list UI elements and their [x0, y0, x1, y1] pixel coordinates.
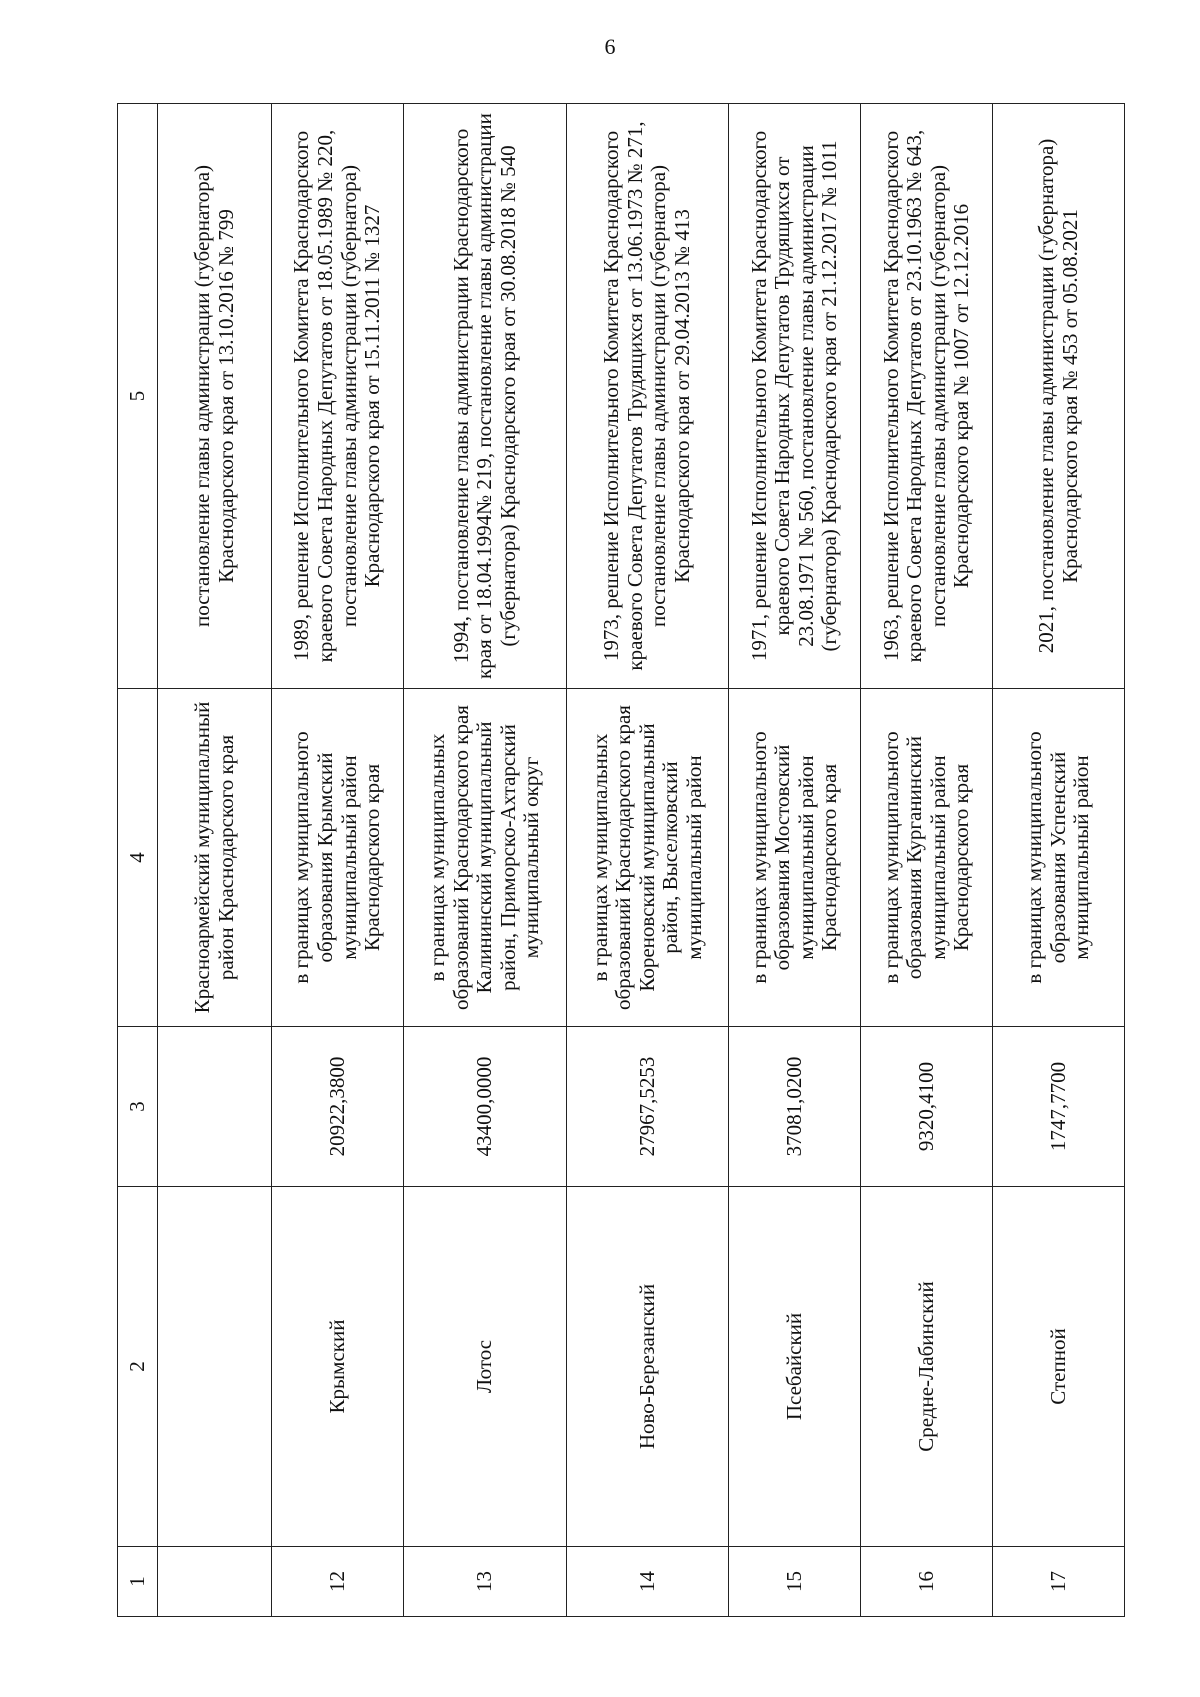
header-cell-3: 3	[118, 1027, 158, 1187]
reserve-location: в границах муниципальных образований Краснодарского края Кореновский муниципальный район, Выселковский муниципальный район	[566, 689, 729, 1027]
header-cell-2: 2	[118, 1187, 158, 1547]
table-row	[729, 104, 861, 1617]
table-row	[993, 104, 1125, 1617]
reserve-name: Лотос	[403, 1187, 566, 1547]
page-number: 6	[604, 34, 616, 59]
reserve-area: 1747,7700	[993, 1027, 1125, 1187]
table-row	[272, 104, 404, 1617]
reserve-location: Красноармейский муниципальный район Краснодарского края	[158, 689, 272, 1027]
table-row	[158, 104, 272, 1617]
table-row	[861, 104, 993, 1617]
registry-table	[117, 103, 1125, 1617]
rotated-table-wrapper	[117, 104, 1125, 1617]
reserve-location: в границах муниципального образования Успенский муниципальный район	[993, 689, 1125, 1027]
reserve-name: Средне-Лабинский	[861, 1187, 993, 1547]
reserve-name: Ново-Березанский	[566, 1187, 729, 1547]
reserve-area: 43400,0000	[403, 1027, 566, 1187]
reserve-area: 9320,4100	[861, 1027, 993, 1187]
reserve-basis: 2021, постановление главы администрации (губернатора) Краснодарского края № 453 от 05.08.2021	[993, 104, 1125, 689]
reserve-basis: 1971, решение Исполнительного Комитета Краснодарского краевого Совета Народных Депутатов Трудящихся от 23.08.1971 № 560, постановление главы администрации (губернатора) Краснодарского края от 21.12.2017 № 1011	[729, 104, 861, 689]
reserve-basis: 1989, решение Исполнительного Комитета Краснодарского краевого Совета Народных Депутатов от 18.05.1989 № 220, постановление главы администрации (губернатора) Краснодарского края от 15.11.2011 № 1327	[272, 104, 404, 689]
row-number: 12	[272, 1547, 404, 1617]
reserve-name	[158, 1187, 272, 1547]
header-cell-5: 5	[118, 104, 158, 689]
reserve-name: Крымский	[272, 1187, 404, 1547]
reserve-basis: постановление главы администрации (губернатора) Краснодарского края от 13.10.2016 № 799	[158, 104, 272, 689]
header-cell-4: 4	[118, 689, 158, 1027]
reserve-basis: 1994, постановление главы администрации Краснодарского края от 18.04.1994№ 219, постановление главы администрации (губернатора) Краснодарского края от 30.08.2018 № 540	[403, 104, 566, 689]
reserve-basis: 1973, решение Исполнительного Комитета Краснодарского краевого Совета Депутатов Трудящихся от 13.06.1973 № 271, постановление главы администрации (губернатора) Краснодарского края от 29.04.2013 № 413	[566, 104, 729, 689]
row-number	[158, 1547, 272, 1617]
reserve-location: в границах муниципальных образований Краснодарского края Калининский муниципальный район, Приморско-Ахтарский муниципальный округ	[403, 689, 566, 1027]
header-cell-1: 1	[118, 1547, 158, 1617]
row-number: 13	[403, 1547, 566, 1617]
row-number: 16	[861, 1547, 993, 1617]
reserve-location: в границах муниципального образования Курганинский муниципальный район Краснодарского края	[861, 689, 993, 1027]
reserve-location: в границах муниципального образования Мостовский муниципальный район Краснодарского края	[729, 689, 861, 1027]
reserve-area	[158, 1027, 272, 1187]
row-number: 14	[566, 1547, 729, 1617]
row-number: 17	[993, 1547, 1125, 1617]
reserve-area: 20922,3800	[272, 1027, 404, 1187]
reserve-name: Степной	[993, 1187, 1125, 1547]
table-row	[566, 104, 729, 1617]
table-header-row	[118, 104, 158, 1617]
row-number: 15	[729, 1547, 861, 1617]
reserve-basis: 1963, решение Исполнительного Комитета Краснодарского краевого Совета Народных Депутатов от 23.10.1963 № 643, постановление главы администрации (губернатора) Краснодарского края № 1007 от 12.12.2016	[861, 104, 993, 689]
reserve-area: 37081,0200	[729, 1027, 861, 1187]
table-row	[403, 104, 566, 1617]
reserve-location: в границах муниципального образования Крымский муниципальный район Краснодарского края	[272, 689, 404, 1027]
reserve-area: 27967,5253	[566, 1027, 729, 1187]
reserve-name: Псебайский	[729, 1187, 861, 1547]
